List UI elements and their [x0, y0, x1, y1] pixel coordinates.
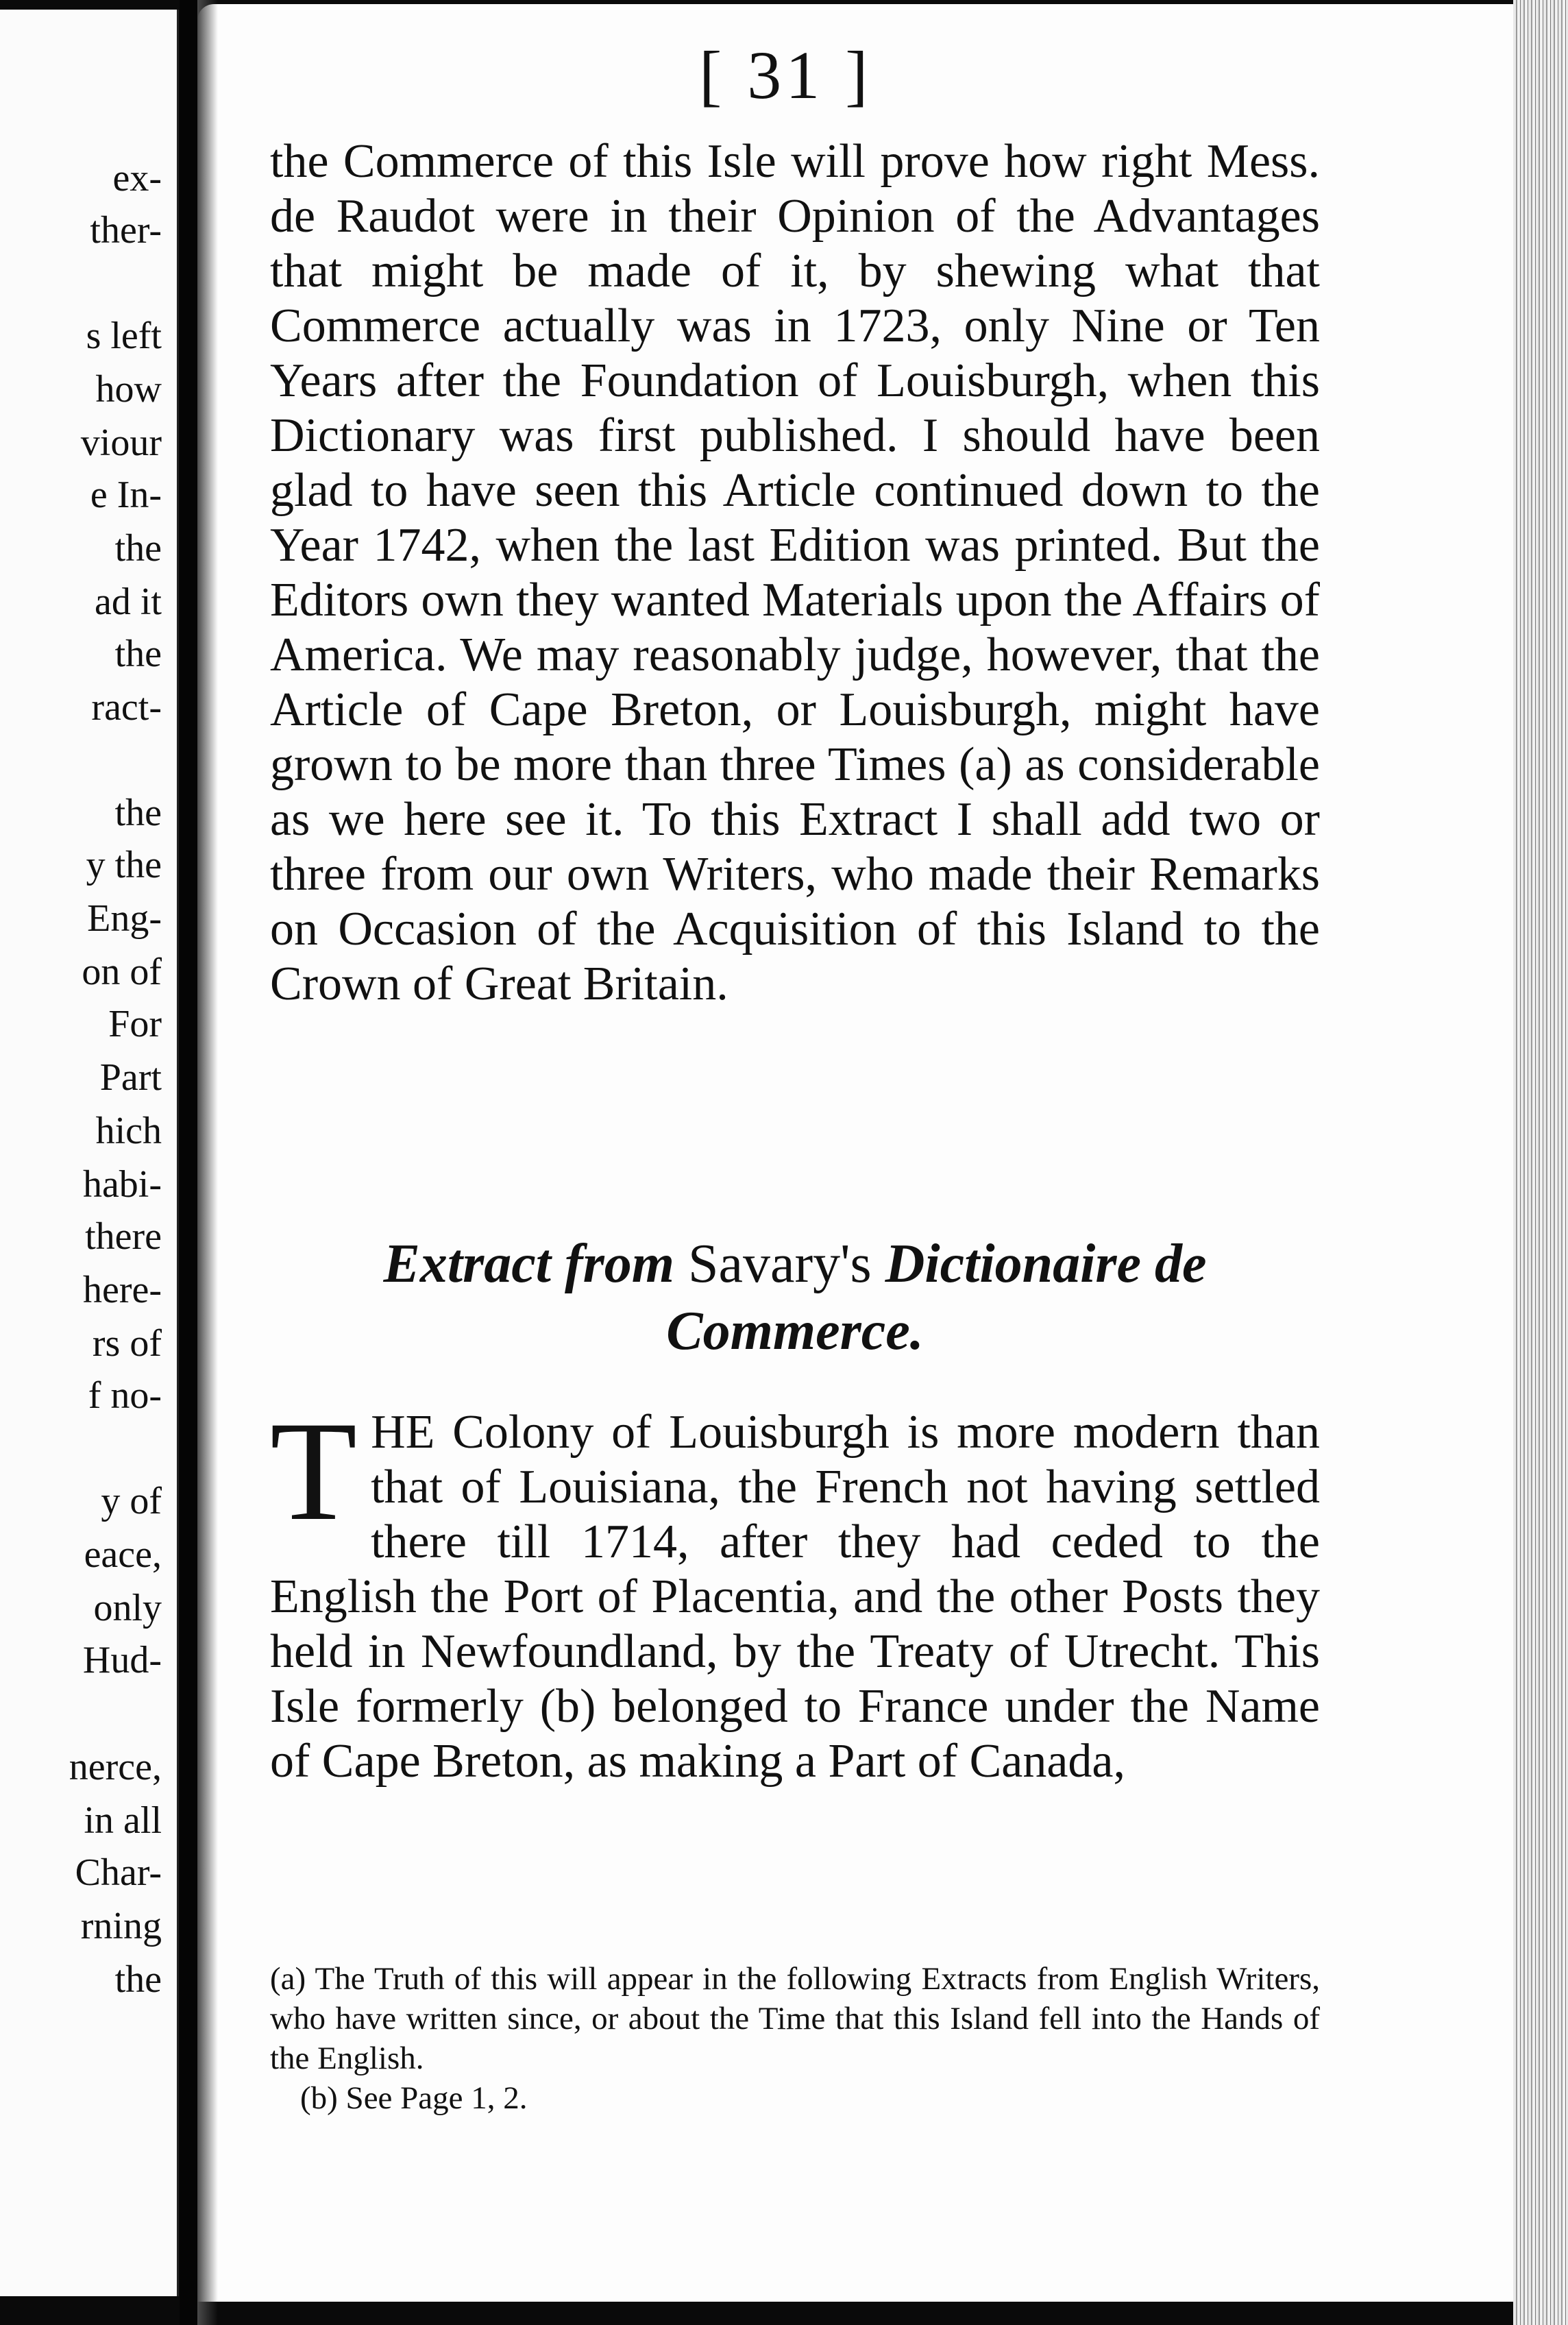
- left-page-line: on of: [82, 951, 162, 993]
- left-page-line: s left: [86, 315, 162, 357]
- left-page-line: habi-: [82, 1163, 162, 1206]
- left-page-line: Part: [99, 1056, 162, 1099]
- left-page-line: eace,: [84, 1533, 162, 1576]
- left-page-line: rning: [80, 1905, 162, 1947]
- heading-part1: Extract from: [383, 1234, 674, 1294]
- page-edges: [1513, 0, 1568, 2325]
- footnote-a: (a) The Truth of this will appear in the following Extracts from English Writers, who have written since, or about the Time that this Island fell into the Hands of the English.: [270, 1961, 1320, 2076]
- left-page-line: y of: [101, 1480, 162, 1522]
- left-page-line: the: [114, 633, 162, 675]
- left-page-line: For: [108, 1003, 162, 1045]
- left-page-line: there: [85, 1215, 162, 1258]
- left-page-line: hich: [95, 1110, 162, 1152]
- body-paragraph: [270, 1392, 1320, 1789]
- left-page-line: nerce,: [69, 1746, 162, 1788]
- left-page-line: the: [114, 792, 162, 834]
- heading-name: Savary's: [687, 1234, 872, 1294]
- left-page-line: the: [114, 1958, 162, 2001]
- body-text: HE Colony of Louisburgh is more modern than that of Louisiana, the French not having settled there till 1714, after they had ceded to the English the Port of Placentia, and the other Posts they held in Newfoundland, by the Treaty of Utrecht. This Isle formerly (b) belonged to France under the Name of Cape Breton, as making a Part of Canada,: [270, 1406, 1320, 1788]
- left-page-line: y the: [86, 844, 162, 886]
- page-number: [ 31 ]: [699, 37, 872, 113]
- left-page-line: here-: [82, 1269, 162, 1311]
- left-page-line: rs of: [92, 1322, 162, 1365]
- left-page-line: how: [95, 368, 162, 411]
- left-page-line: ract-: [91, 686, 162, 729]
- left-page-line: Eng-: [87, 897, 162, 940]
- drop-cap: T: [270, 1392, 358, 1550]
- left-page-line: e In-: [90, 474, 162, 516]
- left-page-line: only: [93, 1587, 162, 1629]
- left-page-line: the: [114, 527, 162, 570]
- left-page-line: in all: [84, 1799, 162, 1842]
- heading-part2: Dictionaire de Commerce.: [666, 1234, 1207, 1361]
- left-page-line: Char-: [75, 1851, 162, 1894]
- footnote-b: (b) See Page 1, 2.: [300, 2080, 528, 2116]
- left-page-line: ex-: [112, 157, 162, 199]
- intro-paragraph: the Commerce of this Isle will prove how right Mess. de Raudot were in their Opinion of the Advantages that might be made of it, by shewing what that Commerce actually was in 1723, only Nine or Ten Years after the Foundation of Louisburgh, when this Dictionary was first published. I should have been glad to have seen this Article continued down to the Year 1742, when the last Edition was printed. But the Editors own they wanted Materials upon the Affairs of America. We may reasonably judge, however, that the Article of Cape Breton, or Louisburgh, might have grown to be more than three Times (a) as considerable as we here see it. To this Extract I shall add two or three from our own Writers, who made their Remarks on Occasion of the Acquisition of this Island to the Crown of Great Britain.: [270, 135, 1320, 1010]
- left-facing-page: [0, 10, 179, 2296]
- left-page-line: ad it: [95, 581, 162, 623]
- left-page-line: Hud-: [82, 1639, 162, 1681]
- book-gutter: [180, 0, 197, 2325]
- left-page-line: ther-: [90, 209, 162, 252]
- left-page-line: viour: [80, 422, 162, 464]
- left-page-line: f no-: [88, 1374, 162, 1417]
- gutter-shadow: [197, 0, 218, 2325]
- section-heading: [270, 1230, 1320, 1365]
